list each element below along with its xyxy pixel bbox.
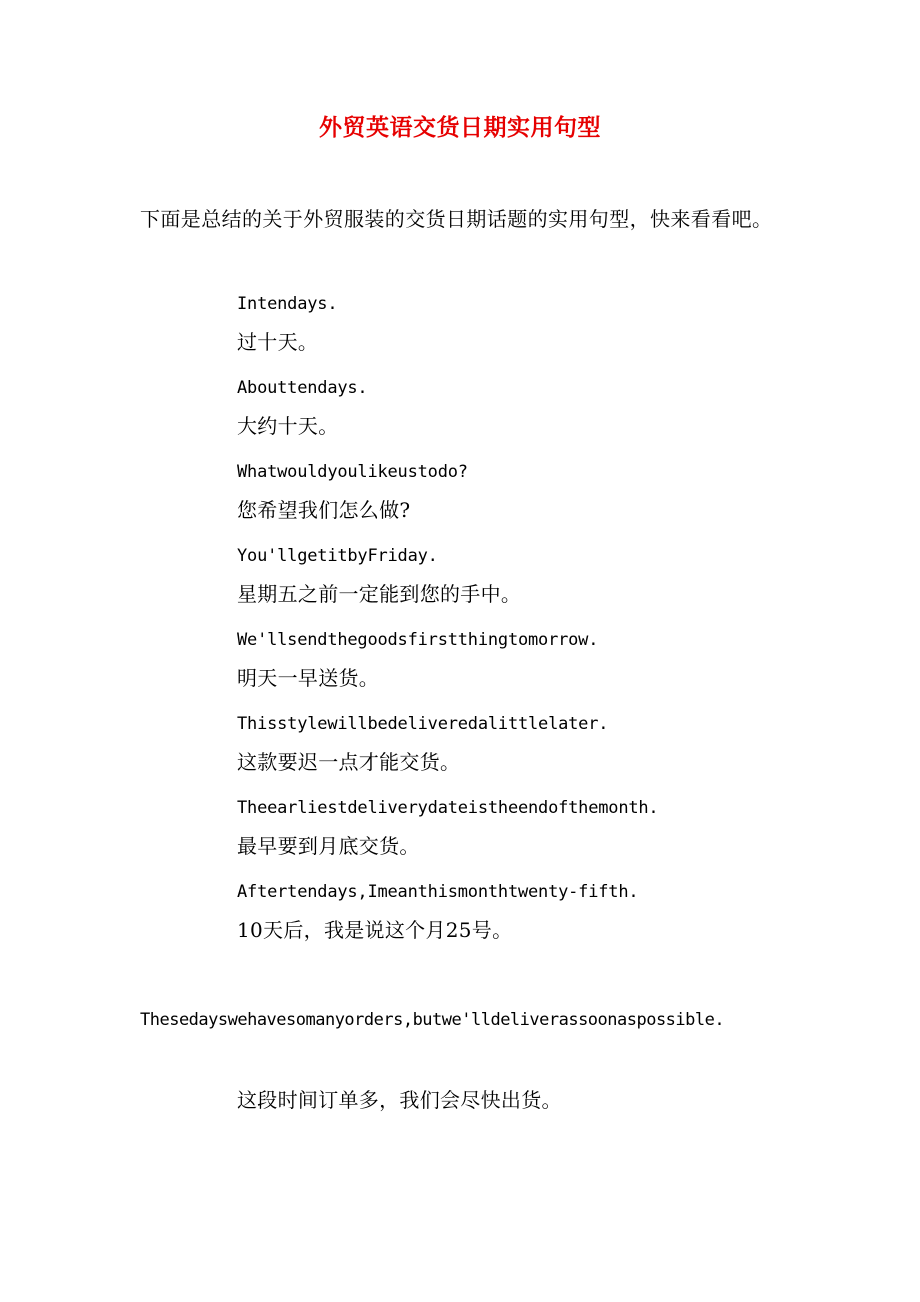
phrase-chinese: 最早要到月底交货。 [237,834,420,858]
phrase-english: You'llgetitbyFriday. [237,546,438,566]
phrase-item [237,706,797,790]
phrase-chinese: 10天后，我是说这个月25号。 [237,918,513,942]
phrase-chinese: 过十天。 [237,330,319,354]
phrase-english: Abouttendays. [237,378,368,398]
phrase-english: Whatwouldyoulikeustodo? [237,462,468,482]
phrase-list [237,286,797,958]
page-title: 外贸英语交货日期实用句型 [319,114,601,141]
phrase-item [237,790,797,874]
phrase-chinese: 星期五之前一定能到您的手中。 [237,582,522,606]
phrase-chinese: 大约十天。 [237,414,339,438]
intro-paragraph: 下面是总结的关于外贸服装的交货日期话题的实用句型，快来看看吧。 [140,207,773,231]
phrase-item [237,454,797,538]
phrase-english: Intendays. [237,294,338,314]
phrase-chinese: 这款要迟一点才能交货。 [237,750,461,774]
closing-english: Thesedayswehavesomanyorders,butwe'lldeliverassoonaspossible. [140,1010,725,1030]
phrase-item [237,286,797,370]
phrase-item [237,538,797,622]
phrase-item [237,370,797,454]
phrase-item [237,622,797,706]
phrase-item [237,874,797,958]
phrase-chinese: 明天一早送货。 [237,666,380,690]
closing-chinese: 这段时间订单多，我们会尽快出货。 [237,1088,562,1112]
phrase-english: We'llsendthegoodsfirstthingtomorrow. [237,630,599,650]
phrase-chinese: 您希望我们怎么做? [237,498,411,522]
phrase-english: Aftertendays,Imeanthismonthtwenty-fifth. [237,882,639,902]
phrase-english: Theearliestdeliverydateistheendofthemonth. [237,798,659,818]
phrase-english: Thisstylewillbedeliveredalittlelater. [237,714,609,734]
